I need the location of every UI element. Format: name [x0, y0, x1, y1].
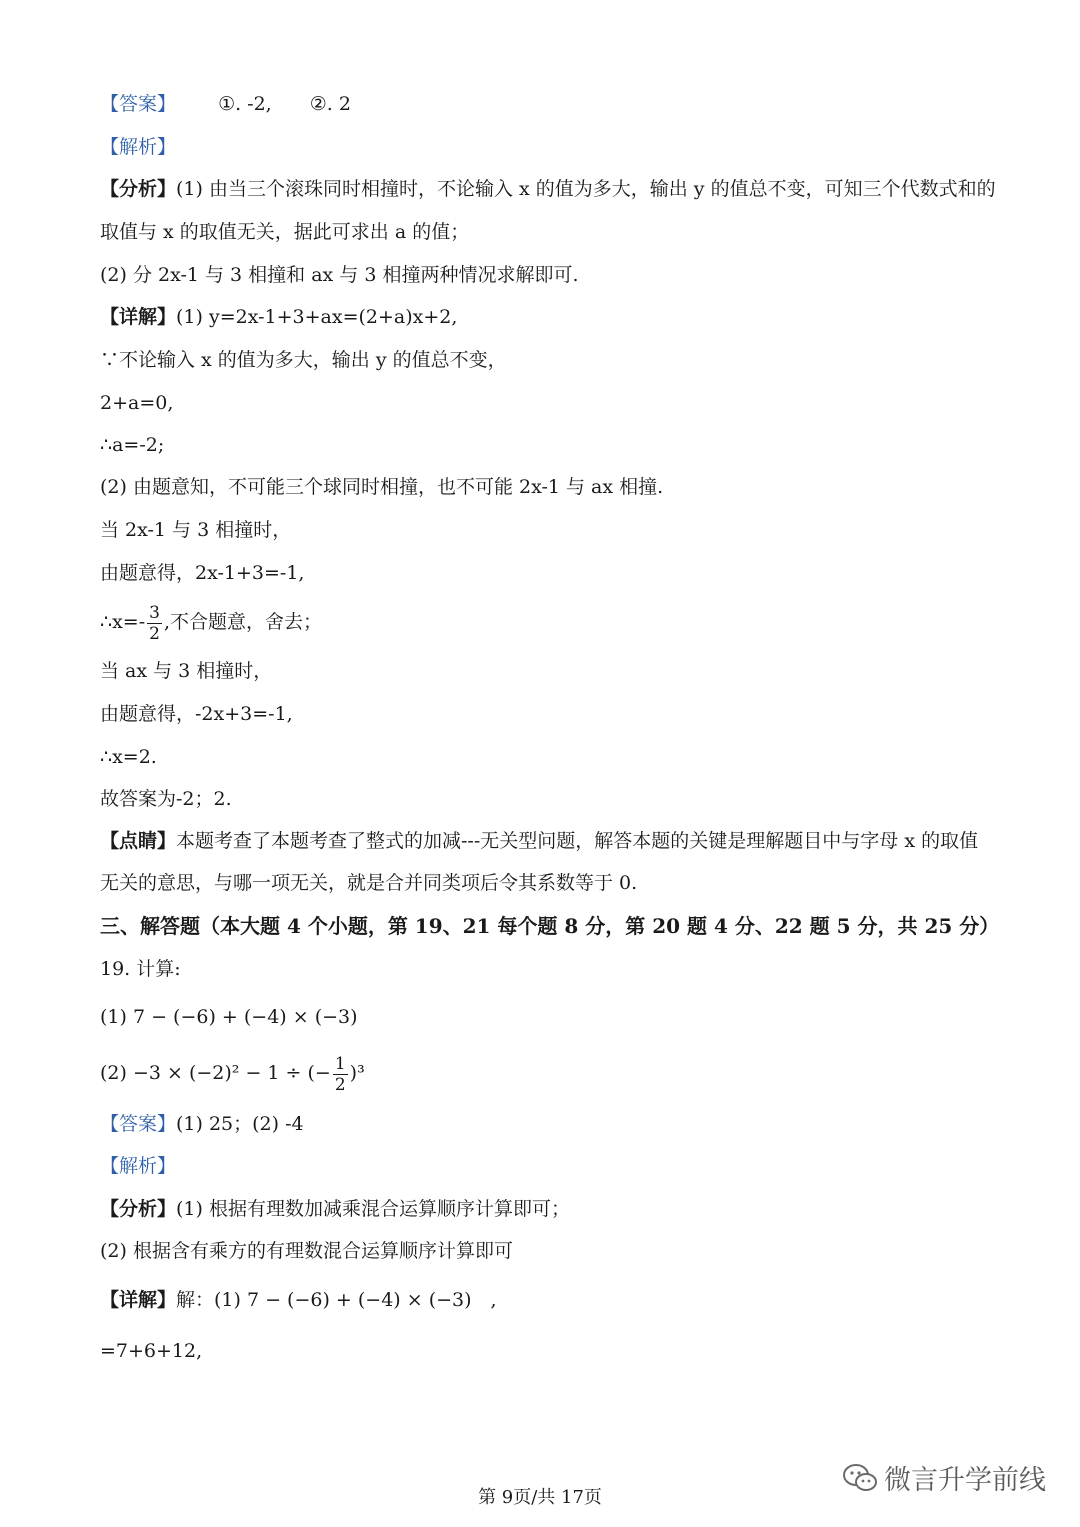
- analysis-tag: 【解析】: [100, 136, 177, 158]
- q19-fenxi-line1: [100, 1196, 570, 1222]
- q18-fenxi-text1: (1) 由当三个滚珠同时相撞时，不论输入 x 的值为多大，输出 y 的值总不变，可知三个代数式和的: [176, 178, 996, 200]
- q18-comment-line1: [100, 828, 978, 854]
- answer-tag: 【答案】: [100, 93, 177, 115]
- q18-line-l10: ∴x=2.: [100, 746, 157, 768]
- q18-line-l8: 当 ax 与 3 相撞时，: [100, 660, 273, 682]
- fraction-numerator: 3: [149, 602, 160, 623]
- q18-line-l7: [100, 600, 322, 644]
- detail-tag: 【详解】: [100, 1289, 177, 1311]
- fraction-one-half: [333, 1054, 348, 1095]
- q19-stem: 19. 计算:: [100, 958, 181, 980]
- q18-line-l5: 当 2x-1 与 3 相撞时，: [100, 519, 292, 541]
- q18-line-l9: 由题意得，-2x+3=-1,: [100, 703, 293, 725]
- q18-line-l4: (2) 由题意知，不可能三个球同时相撞，也不可能 2x-1 与 ax 相撞.: [100, 476, 664, 498]
- fenxi-tag: 【分析】: [100, 1198, 177, 1220]
- q18-line-l1: ∵不论输入 x 的值为多大，输出 y 的值总不变，: [100, 349, 507, 371]
- q19-p2-pre: (2) −3 × (−2)² − 1 ÷ (−: [100, 1062, 331, 1084]
- q18-line-l2: 2+a=0,: [100, 392, 174, 414]
- q18-fenxi-line1: [100, 176, 996, 202]
- q19-fenxi-line2: (2) 根据含有乘方的有理数混合运算顺序计算即可: [100, 1240, 513, 1262]
- q18-detail-line1: [100, 304, 457, 330]
- section-3-heading: 三、解答题（本大题 4 个小题，第 19、21 每个题 8 分，第 20 题 4 分、22 题 5 分，共 25 分）: [100, 914, 1000, 938]
- q19-detail-text1: 解：(1) 7 − (−6) + (−4) × (−3) ,: [176, 1289, 497, 1311]
- q18-answer-value: ①. -2, ②. 2: [218, 93, 351, 115]
- fraction-denominator: 2: [334, 1074, 346, 1095]
- detail-tag: 【详解】: [100, 306, 177, 328]
- page-footer: 第 9页/共 17页: [478, 1487, 602, 1508]
- analysis-tag: 【解析】: [100, 1155, 177, 1177]
- answer-tag: 【答案】: [100, 1113, 177, 1135]
- fraction-numerator: 1: [334, 1053, 346, 1074]
- q18-detail-text1: (1) y=2x-1+3+ax=(2+a)x+2,: [176, 306, 458, 328]
- q19-p2-post: )³: [349, 1062, 365, 1084]
- q18-line-l6: 由题意得，2x-1+3=-1,: [100, 562, 305, 584]
- q18-fenxi-line1b: 取值与 x 的取值无关，据此可求出 a 的值；: [100, 221, 470, 243]
- q19-detail-line1: [100, 1287, 497, 1313]
- watermark-text: 微言升学前线: [884, 1465, 1046, 1496]
- q18-line-l3: ∴a=-2;: [100, 434, 165, 456]
- watermark: [842, 1458, 1046, 1497]
- fenxi-tag: 【分析】: [100, 178, 177, 200]
- q19-answer-line: [100, 1111, 304, 1137]
- q19-line-l1: =7+6+12,: [100, 1340, 203, 1362]
- wechat-icon: [842, 1462, 878, 1494]
- q18-answer-line: [100, 91, 351, 117]
- q19-part1: (1) 7 − (−6) + (−4) × (−3): [100, 1006, 358, 1028]
- q19-answer-value: (1) 25；(2) -4: [176, 1113, 304, 1135]
- fraction-denominator: 2: [149, 623, 160, 644]
- q18-fenxi-line2: (2) 分 2x-1 与 3 相撞和 ax 与 3 相撞两种情况求解即可.: [100, 264, 579, 286]
- comment-tag: 【点睛】: [100, 830, 177, 852]
- q19-part2: [100, 1051, 365, 1095]
- q19-fenxi-text1: (1) 根据有理数加减乘混合运算顺序计算即可；: [176, 1198, 570, 1220]
- q18-comment-text1: 本题考查了本题考查了整式的加减---无关型问题，解答本题的关键是理解题目中与字母 x 的取值: [176, 830, 979, 852]
- q18-l7-post: ,不合题意，舍去；: [163, 611, 323, 633]
- q18-l7-pre: ∴x=-: [100, 611, 146, 633]
- fraction-three-halves: [147, 603, 162, 644]
- q18-line-l11: 故答案为-2；2.: [100, 788, 232, 810]
- q18-comment-line1b: 无关的意思，与哪一项无关，就是合并同类项后令其系数等于 0.: [100, 872, 638, 894]
